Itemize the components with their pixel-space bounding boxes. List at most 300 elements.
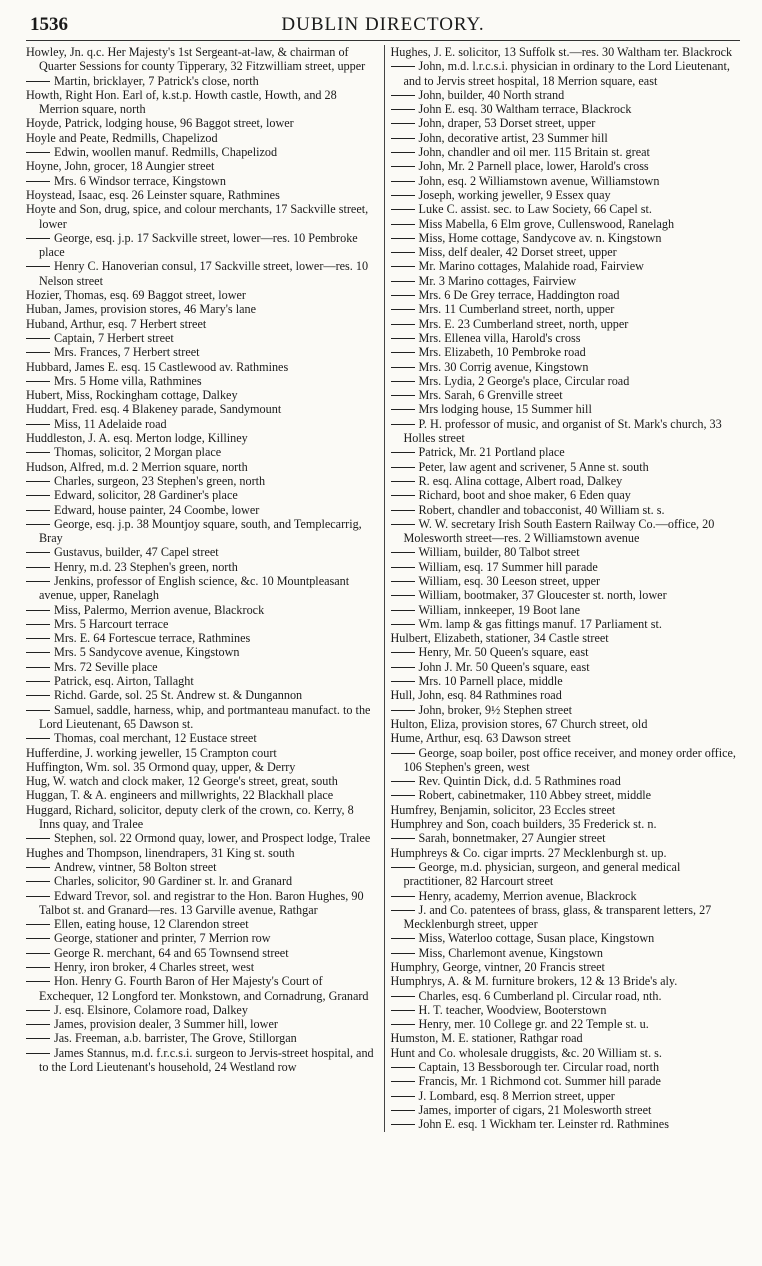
- directory-entry: [26, 760, 376, 774]
- entry-text: Mrs. 5 Sandycove avenue, Kingstown: [54, 645, 240, 660]
- ditto-dash: [391, 209, 415, 210]
- entry-text: Hubert, Miss, Rockingham cottage, Dalkey: [26, 388, 238, 403]
- entry-text: George, m.d. physician, surgeon, and general medical practitioner, 82 Harcourt street: [403, 859, 681, 889]
- entry-text: James, importer of cigars, 21 Molesworth street: [418, 1102, 652, 1117]
- ditto-dash: [391, 66, 415, 67]
- directory-entry: [26, 288, 376, 302]
- directory-entry: [26, 603, 376, 617]
- directory-entry: [391, 402, 741, 416]
- ditto-dash: [26, 481, 50, 482]
- entry-text: John, decorative artist, 23 Summer hill: [418, 130, 608, 145]
- entry-text: Miss, Waterloo cottage, Susan place, Kingstown: [418, 931, 655, 946]
- entry-text: Miss, Palermo, Merrion avenue, Blackrock: [54, 602, 265, 617]
- ditto-dash: [391, 381, 415, 382]
- directory-entry: [391, 788, 741, 802]
- directory-entry: [26, 1046, 376, 1075]
- ditto-dash: [26, 896, 50, 897]
- entry-text: Hoyle and Peate, Redmills, Chapelizod: [26, 130, 218, 145]
- directory-entry: [26, 388, 376, 402]
- ditto-dash: [391, 1110, 415, 1111]
- directory-entry: [391, 960, 741, 974]
- directory-entry: [26, 517, 376, 546]
- directory-entry: [391, 374, 741, 388]
- directory-entry: [391, 445, 741, 459]
- ditto-dash: [26, 981, 50, 982]
- directory-entry: [391, 903, 741, 932]
- directory-entry: [391, 817, 741, 831]
- directory-entry: [26, 1003, 376, 1017]
- entry-text: Humphrys, A. & M. furniture brokers, 12 & 13 Bride's aly.: [390, 974, 678, 989]
- directory-entry: [26, 874, 376, 888]
- directory-entry: [26, 631, 376, 645]
- directory-entry: [391, 645, 741, 659]
- directory-entry: [391, 317, 741, 331]
- columns: [26, 45, 740, 1132]
- directory-entry: [391, 731, 741, 745]
- directory-entry: [26, 188, 376, 202]
- entry-text: Jas. Freeman, a.b. barrister, The Grove, Stillorgan: [54, 1031, 297, 1046]
- ditto-dash: [26, 510, 50, 511]
- entry-text: J. and Co. patentees of brass, glass, & transparent letters, 27 Mecklenburgh street, upper: [403, 902, 712, 932]
- directory-entry: [26, 931, 376, 945]
- entry-text: Huggan, T. & A. engineers and millwrights, 22 Blackhall place: [26, 788, 334, 803]
- entry-text: H. T. teacher, Woodview, Booterstown: [418, 1002, 607, 1017]
- directory-entry: [391, 503, 741, 517]
- ditto-dash: [26, 652, 50, 653]
- entry-text: J. esq. Elsinore, Colamore road, Dalkey: [54, 1002, 248, 1017]
- entry-text: Miss, 11 Adelaide road: [54, 416, 167, 431]
- directory-entry: [391, 660, 741, 674]
- directory-entry: [26, 45, 376, 74]
- entry-text: Francis, Mr. 1 Richmond cot. Summer hill parade: [418, 1074, 661, 1089]
- ditto-dash: [391, 624, 415, 625]
- ditto-dash: [391, 896, 415, 897]
- ditto-dash: [391, 352, 415, 353]
- directory-entry: [391, 131, 741, 145]
- entry-text: Humston, M. E. stationer, Rathgar road: [390, 1031, 583, 1046]
- directory-entry: [26, 674, 376, 688]
- entry-text: P. H. professor of music, and organist of St. Mark's church, 33 Holles street: [403, 416, 722, 446]
- directory-entry: [391, 302, 741, 316]
- directory-entry: [391, 774, 741, 788]
- ditto-dash: [391, 481, 415, 482]
- entry-text: Martin, bricklayer, 7 Patrick's close, north: [54, 73, 259, 88]
- directory-entry: [391, 574, 741, 588]
- directory-entry: [391, 545, 741, 559]
- entry-text: Mrs. 5 Harcourt terrace: [54, 616, 169, 631]
- entry-text: Hudson, Alfred, m.d. 2 Merrion square, north: [26, 459, 248, 474]
- entry-text: Mrs. 5 Home villa, Rathmines: [54, 373, 202, 388]
- entry-text: Hull, John, esq. 84 Rathmines road: [390, 688, 562, 703]
- entry-text: Huggard, Richard, solicitor, deputy clerk of the crown, co. Kerry, 8 Inns quay, and Tralee: [26, 802, 354, 832]
- directory-entry: [391, 1017, 741, 1031]
- entry-text: Howth, Right Hon. Earl of, k.st.p. Howth castle, Howth, and 28 Merrion square, north: [26, 87, 337, 117]
- ditto-dash: [26, 1024, 50, 1025]
- entry-text: Henry, academy, Merrion avenue, Blackrock: [418, 888, 637, 903]
- ditto-dash: [391, 95, 415, 96]
- entry-text: Hoyte and Son, drug, spice, and colour merchants, 17 Sackville street, lower: [26, 202, 369, 231]
- entry-text: James Stannus, m.d. f.r.c.s.i. surgeon to Jervis-street hospital, and to the Lord Lieutenant's household, 24 Westland row: [39, 1045, 374, 1075]
- ditto-dash: [391, 109, 415, 110]
- entry-text: Hunt and Co. wholesale druggists, &c. 20 William st. s.: [390, 1045, 662, 1060]
- entry-text: Mrs. 72 Seville place: [54, 659, 158, 674]
- ditto-dash: [391, 910, 415, 911]
- entry-text: Hoyne, John, grocer, 18 Aungier street: [26, 159, 215, 174]
- entry-text: John, draper, 53 Dorset street, upper: [418, 116, 596, 131]
- entry-text: Rev. Quintin Dick, d.d. 5 Rathmines road: [418, 774, 621, 789]
- directory-entry: [26, 131, 376, 145]
- directory-entry: [26, 331, 376, 345]
- entry-text: Mrs. 10 Parnell place, middle: [418, 674, 563, 689]
- directory-entry: [391, 388, 741, 402]
- directory-entry: [391, 102, 741, 116]
- entry-text: Edward, solicitor, 28 Gardiner's place: [54, 488, 238, 503]
- entry-text: Mrs. Ellenea villa, Harold's cross: [418, 330, 581, 345]
- directory-entry: [26, 803, 376, 832]
- ditto-dash: [391, 266, 415, 267]
- ditto-dash: [26, 238, 50, 239]
- ditto-dash: [391, 152, 415, 153]
- entry-text: William, esq. 17 Summer hill parade: [418, 559, 598, 574]
- ditto-dash: [26, 424, 50, 425]
- entry-text: Charles, solicitor, 90 Gardiner st. lr. and Granard: [54, 874, 293, 889]
- page-header: [26, 10, 740, 41]
- directory-entry: [391, 159, 741, 173]
- entry-text: Henry, iron broker, 4 Charles street, west: [54, 960, 255, 974]
- directory-entry: [26, 846, 376, 860]
- directory-entry: [26, 474, 376, 488]
- directory-entry: [391, 631, 741, 645]
- entry-text: Hoyde, Patrick, lodging house, 96 Baggot street, lower: [26, 116, 294, 131]
- ditto-dash: [391, 195, 415, 196]
- entry-text: Hufferdine, J. working jeweller, 15 Crampton court: [26, 745, 277, 760]
- directory-entry: [391, 831, 741, 845]
- entry-text: William, esq. 30 Leeson street, upper: [418, 573, 601, 588]
- directory-entry: [26, 831, 376, 845]
- ditto-dash: [391, 652, 415, 653]
- directory-entry: [26, 302, 376, 316]
- directory-entry: [391, 288, 741, 302]
- entry-text: Hug, W. watch and clock maker, 12 George's street, great, south: [26, 774, 338, 789]
- directory-entry: [391, 188, 741, 202]
- ditto-dash: [26, 552, 50, 553]
- ditto-dash: [26, 624, 50, 625]
- directory-entry: [391, 617, 741, 631]
- directory-entry: [26, 88, 376, 117]
- ditto-dash: [391, 1081, 415, 1082]
- entry-text: John E. esq. 1 Wickham ter. Leinster rd. Rathmines: [418, 1117, 669, 1132]
- ditto-dash: [391, 238, 415, 239]
- ditto-dash: [391, 181, 415, 182]
- entry-text: John J. Mr. 50 Queen's square, east: [418, 659, 590, 674]
- entry-text: John, broker, 9½ Stephen street: [418, 702, 573, 717]
- ditto-dash: [391, 1010, 415, 1011]
- entry-text: Mrs. E. 64 Fortescue terrace, Rathmines: [54, 631, 251, 646]
- entry-text: Humphreys & Co. cigar imprts. 27 Mecklenburgh st. up.: [390, 845, 667, 860]
- ditto-dash: [391, 138, 415, 139]
- directory-entry: [391, 1103, 741, 1117]
- directory-entry: [391, 88, 741, 102]
- ditto-dash: [391, 667, 415, 668]
- directory-entry: [26, 660, 376, 674]
- directory-entry: [391, 245, 741, 259]
- ditto-dash: [26, 610, 50, 611]
- directory-entry: [26, 545, 376, 559]
- ditto-dash: [391, 252, 415, 253]
- directory-entry: [26, 503, 376, 517]
- ditto-dash: [391, 938, 415, 939]
- directory-entry: [26, 202, 376, 231]
- entry-text: Mrs. Lydia, 2 George's place, Circular road: [418, 373, 630, 388]
- directory-entry: [391, 946, 741, 960]
- directory-entry: [26, 345, 376, 359]
- entry-text: Sarah, bonnetmaker, 27 Aungier street: [418, 831, 606, 846]
- entry-text: W. W. secretary Irish South Eastern Railway Co.—office, 20 Molesworth street—res. 2 Williamstown avenue: [403, 516, 715, 546]
- ditto-dash: [391, 838, 415, 839]
- directory-entry: [26, 731, 376, 745]
- directory-entry: [391, 517, 741, 546]
- entry-text: Mrs. 30 Corrig avenue, Kingstown: [418, 359, 589, 374]
- entry-text: Andrew, vintner, 58 Bolton street: [54, 859, 217, 874]
- ditto-dash: [391, 123, 415, 124]
- directory-entry: [26, 688, 376, 702]
- directory-entry: [391, 1074, 741, 1088]
- entry-text: Captain, 13 Bessborough ter. Circular road, north: [418, 1060, 660, 1075]
- ditto-dash: [26, 452, 50, 453]
- directory-entry: [391, 588, 741, 602]
- right-column: [384, 45, 741, 1132]
- directory-entry: [26, 974, 376, 1003]
- entry-text: Miss Mabella, 6 Elm grove, Cullenswood, Ranelagh: [418, 216, 675, 231]
- directory-entry: [26, 1031, 376, 1045]
- ditto-dash: [391, 495, 415, 496]
- entry-text: Mrs. E. 23 Cumberland street, north, upper: [418, 316, 629, 331]
- directory-entry: [391, 59, 741, 88]
- entry-text: Mrs. Elizabeth, 10 Pembroke road: [418, 345, 586, 360]
- ditto-dash: [391, 710, 415, 711]
- page-number: 1536: [30, 14, 68, 35]
- directory-entry: [391, 1089, 741, 1103]
- directory-entry: [391, 1031, 741, 1045]
- directory-entry: [391, 860, 741, 889]
- entry-text: Huddleston, J. A. esq. Merton lodge, Killiney: [26, 431, 248, 446]
- entry-text: Henry, m.d. 23 Stephen's green, north: [54, 559, 238, 574]
- directory-entry: [391, 202, 741, 216]
- ditto-dash: [391, 510, 415, 511]
- entry-text: Patrick, esq. Airton, Tallaght: [54, 674, 194, 689]
- entry-text: John, m.d. l.r.c.s.i. physician in ordinary to the Lord Lieutenant, and to Jervis street hospital, 18 Merrion square, east: [403, 59, 730, 88]
- ditto-dash: [391, 424, 415, 425]
- directory-entry: [26, 703, 376, 732]
- ditto-dash: [391, 681, 415, 682]
- entry-text: J. Lombard, esq. 8 Merrion street, upper: [418, 1088, 615, 1103]
- ditto-dash: [391, 581, 415, 582]
- entry-text: Stephen, sol. 22 Ormond quay, lower, and Prospect lodge, Tralee: [54, 831, 371, 846]
- directory-entry: [391, 1117, 741, 1131]
- entry-text: Henry C. Hanoverian consul, 17 Sackville street, lower—res. 10 Nelson street: [39, 259, 369, 288]
- ditto-dash: [391, 1124, 415, 1125]
- directory-entry: [391, 217, 741, 231]
- entry-text: Hume, Arthur, esq. 63 Dawson street: [390, 731, 571, 746]
- directory-entry: [26, 746, 376, 760]
- ditto-dash: [391, 610, 415, 611]
- directory-entry: [391, 974, 741, 988]
- ditto-dash: [391, 338, 415, 339]
- directory-entry: [391, 231, 741, 245]
- entry-text: Ellen, eating house, 12 Clarendon street: [54, 917, 249, 932]
- entry-text: Peter, law agent and scrivener, 5 Anne st. south: [418, 459, 649, 474]
- entry-text: Humphry, George, vintner, 20 Francis street: [390, 960, 605, 974]
- entry-text: John, builder, 40 North strand: [418, 87, 565, 102]
- ditto-dash: [26, 1038, 50, 1039]
- entry-text: Hughes and Thompson, linendrapers, 31 King st. south: [26, 845, 295, 860]
- ditto-dash: [391, 996, 415, 997]
- directory-entry: [391, 803, 741, 817]
- directory-entry: [26, 645, 376, 659]
- entry-text: Huband, Arthur, esq. 7 Herbert street: [26, 316, 207, 331]
- entry-text: James, provision dealer, 3 Summer hill, lower: [54, 1017, 278, 1032]
- directory-entry: [26, 231, 376, 260]
- entry-text: R. esq. Alina cottage, Albert road, Dalkey: [418, 473, 623, 488]
- entry-text: Hoystead, Isaac, esq. 26 Leinster square, Rathmines: [26, 187, 280, 202]
- directory-entry: [26, 860, 376, 874]
- ditto-dash: [26, 524, 50, 525]
- directory-entry: [26, 259, 376, 288]
- directory-entry: [26, 574, 376, 603]
- entry-text: Humphrey and Son, coach builders, 35 Frederick st. n.: [390, 817, 657, 832]
- directory-entry: [26, 960, 376, 974]
- directory-entry: [26, 946, 376, 960]
- directory-entry: [391, 1003, 741, 1017]
- directory-entry: [391, 1060, 741, 1074]
- entry-text: John, esq. 2 Williamstown avenue, Williamstown: [418, 173, 660, 188]
- ditto-dash: [26, 867, 50, 868]
- entry-text: John E. esq. 30 Waltham terrace, Blackrock: [418, 102, 632, 117]
- entry-text: Mrs. 6 De Grey terrace, Haddington road: [418, 288, 620, 303]
- directory-entry: [391, 259, 741, 273]
- entry-text: Howley, Jn. q.c. Her Majesty's 1st Sergeant-at-law, & chairman of Quarter Sessions for county Tipperary, 32 Fitzwilliam street, upper: [26, 45, 366, 74]
- ditto-dash: [26, 681, 50, 682]
- entry-text: Mrs lodging house, 15 Summer hill: [418, 402, 592, 417]
- directory-entry: [26, 374, 376, 388]
- ditto-dash: [391, 1024, 415, 1025]
- directory-entry: [391, 174, 741, 188]
- ditto-dash: [26, 967, 50, 968]
- entry-text: Hubbard, James E. esq. 15 Castlewood av. Rathmines: [26, 359, 289, 374]
- ditto-dash: [26, 953, 50, 954]
- directory-entry: [26, 74, 376, 88]
- directory-entry: [26, 145, 376, 159]
- entry-text: Humfrey, Benjamin, solicitor, 23 Eccles street: [390, 802, 616, 817]
- ditto-dash: [26, 266, 50, 267]
- entry-text: Edward, house painter, 24 Coombe, lower: [54, 502, 260, 517]
- directory-entry: [391, 417, 741, 446]
- directory-entry: [391, 717, 741, 731]
- entry-text: Thomas, coal merchant, 12 Eustace street: [54, 731, 257, 746]
- entry-text: Mrs. 11 Cumberland street, north, upper: [418, 302, 615, 317]
- entry-text: Mrs. Frances, 7 Herbert street: [54, 345, 200, 360]
- ditto-dash: [391, 409, 415, 410]
- directory-entry: [391, 116, 741, 130]
- entry-text: Mrs. Sarah, 6 Grenville street: [418, 388, 563, 403]
- directory-entry: [391, 746, 741, 775]
- directory-entry: [26, 917, 376, 931]
- ditto-dash: [391, 953, 415, 954]
- ditto-dash: [26, 352, 50, 353]
- directory-entry: [391, 145, 741, 159]
- ditto-dash: [26, 881, 50, 882]
- entry-text: Wm. lamp & gas fittings manuf. 17 Parliament st.: [418, 616, 662, 631]
- ditto-dash: [26, 738, 50, 739]
- directory-entry: [26, 159, 376, 173]
- ditto-dash: [26, 181, 50, 182]
- ditto-dash: [26, 695, 50, 696]
- directory-entry: [26, 460, 376, 474]
- directory-entry: [391, 360, 741, 374]
- ditto-dash: [391, 395, 415, 396]
- ditto-dash: [391, 467, 415, 468]
- ditto-dash: [391, 595, 415, 596]
- entry-text: Mr. Marino cottages, Malahide road, Fairview: [418, 259, 644, 274]
- directory-entry: [391, 460, 741, 474]
- entry-text: Robert, chandler and tobacconist, 40 William st. s.: [418, 502, 665, 517]
- directory-entry: [391, 603, 741, 617]
- entry-text: Miss, Charlemont avenue, Kingstown: [418, 945, 603, 960]
- entry-text: Hon. Henry G. Fourth Baron of Her Majesty's Court of Exchequer, 12 Longford ter. Monkstown, and Cornadrung, Granard: [39, 974, 369, 1003]
- ditto-dash: [391, 795, 415, 796]
- directory-entry: [26, 1017, 376, 1031]
- ditto-dash: [391, 567, 415, 568]
- ditto-dash: [26, 152, 50, 153]
- entry-text: Huffington, Wm. sol. 35 Ormond quay, upper, & Derry: [26, 759, 296, 774]
- entry-text: Edward Trevor, sol. and registrar to the Hon. Baron Hughes, 90 Talbot st. and Granard—res. 13 Garville avenue, Rathgar: [39, 888, 364, 917]
- entry-text: George, soap boiler, post office receiver, and money order office, 106 Stephen's green, west: [403, 745, 736, 774]
- entry-text: Miss, delf dealer, 42 Dorset street, upper: [418, 245, 617, 260]
- ditto-dash: [26, 581, 50, 582]
- directory-entry: [391, 688, 741, 702]
- directory-entry: [26, 488, 376, 502]
- ditto-dash: [26, 567, 50, 568]
- entry-text: Charles, surgeon, 23 Stephen's green, north: [54, 473, 266, 488]
- page-title: DUBLIN DIRECTORY.: [281, 14, 485, 35]
- entry-text: Patrick, Mr. 21 Portland place: [418, 445, 565, 460]
- ditto-dash: [26, 710, 50, 711]
- entry-text: Hozier, Thomas, esq. 69 Baggot street, lower: [26, 288, 246, 303]
- entry-text: William, bootmaker, 37 Gloucester st. north, lower: [418, 588, 667, 603]
- ditto-dash: [26, 338, 50, 339]
- directory-entry: [26, 360, 376, 374]
- entry-text: Mrs. 6 Windsor terrace, Kingstown: [54, 173, 226, 188]
- ditto-dash: [391, 781, 415, 782]
- directory-entry: [391, 889, 741, 903]
- ditto-dash: [391, 309, 415, 310]
- entry-text: Edwin, woollen manuf. Redmills, Chapelizod: [54, 145, 278, 160]
- ditto-dash: [391, 524, 415, 525]
- entry-text: Gustavus, builder, 47 Capel street: [54, 545, 219, 560]
- directory-entry: [26, 174, 376, 188]
- directory-entry: [391, 846, 741, 860]
- directory-entry: [26, 417, 376, 431]
- directory-entry: [391, 345, 741, 359]
- ditto-dash: [26, 81, 50, 82]
- directory-entry: [391, 703, 741, 717]
- directory-entry: [26, 317, 376, 331]
- ditto-dash: [391, 452, 415, 453]
- entry-text: Mr. 3 Marino cottages, Fairview: [418, 273, 577, 288]
- entry-text: William, innkeeper, 19 Boot lane: [418, 602, 580, 617]
- ditto-dash: [26, 1010, 50, 1011]
- ditto-dash: [26, 638, 50, 639]
